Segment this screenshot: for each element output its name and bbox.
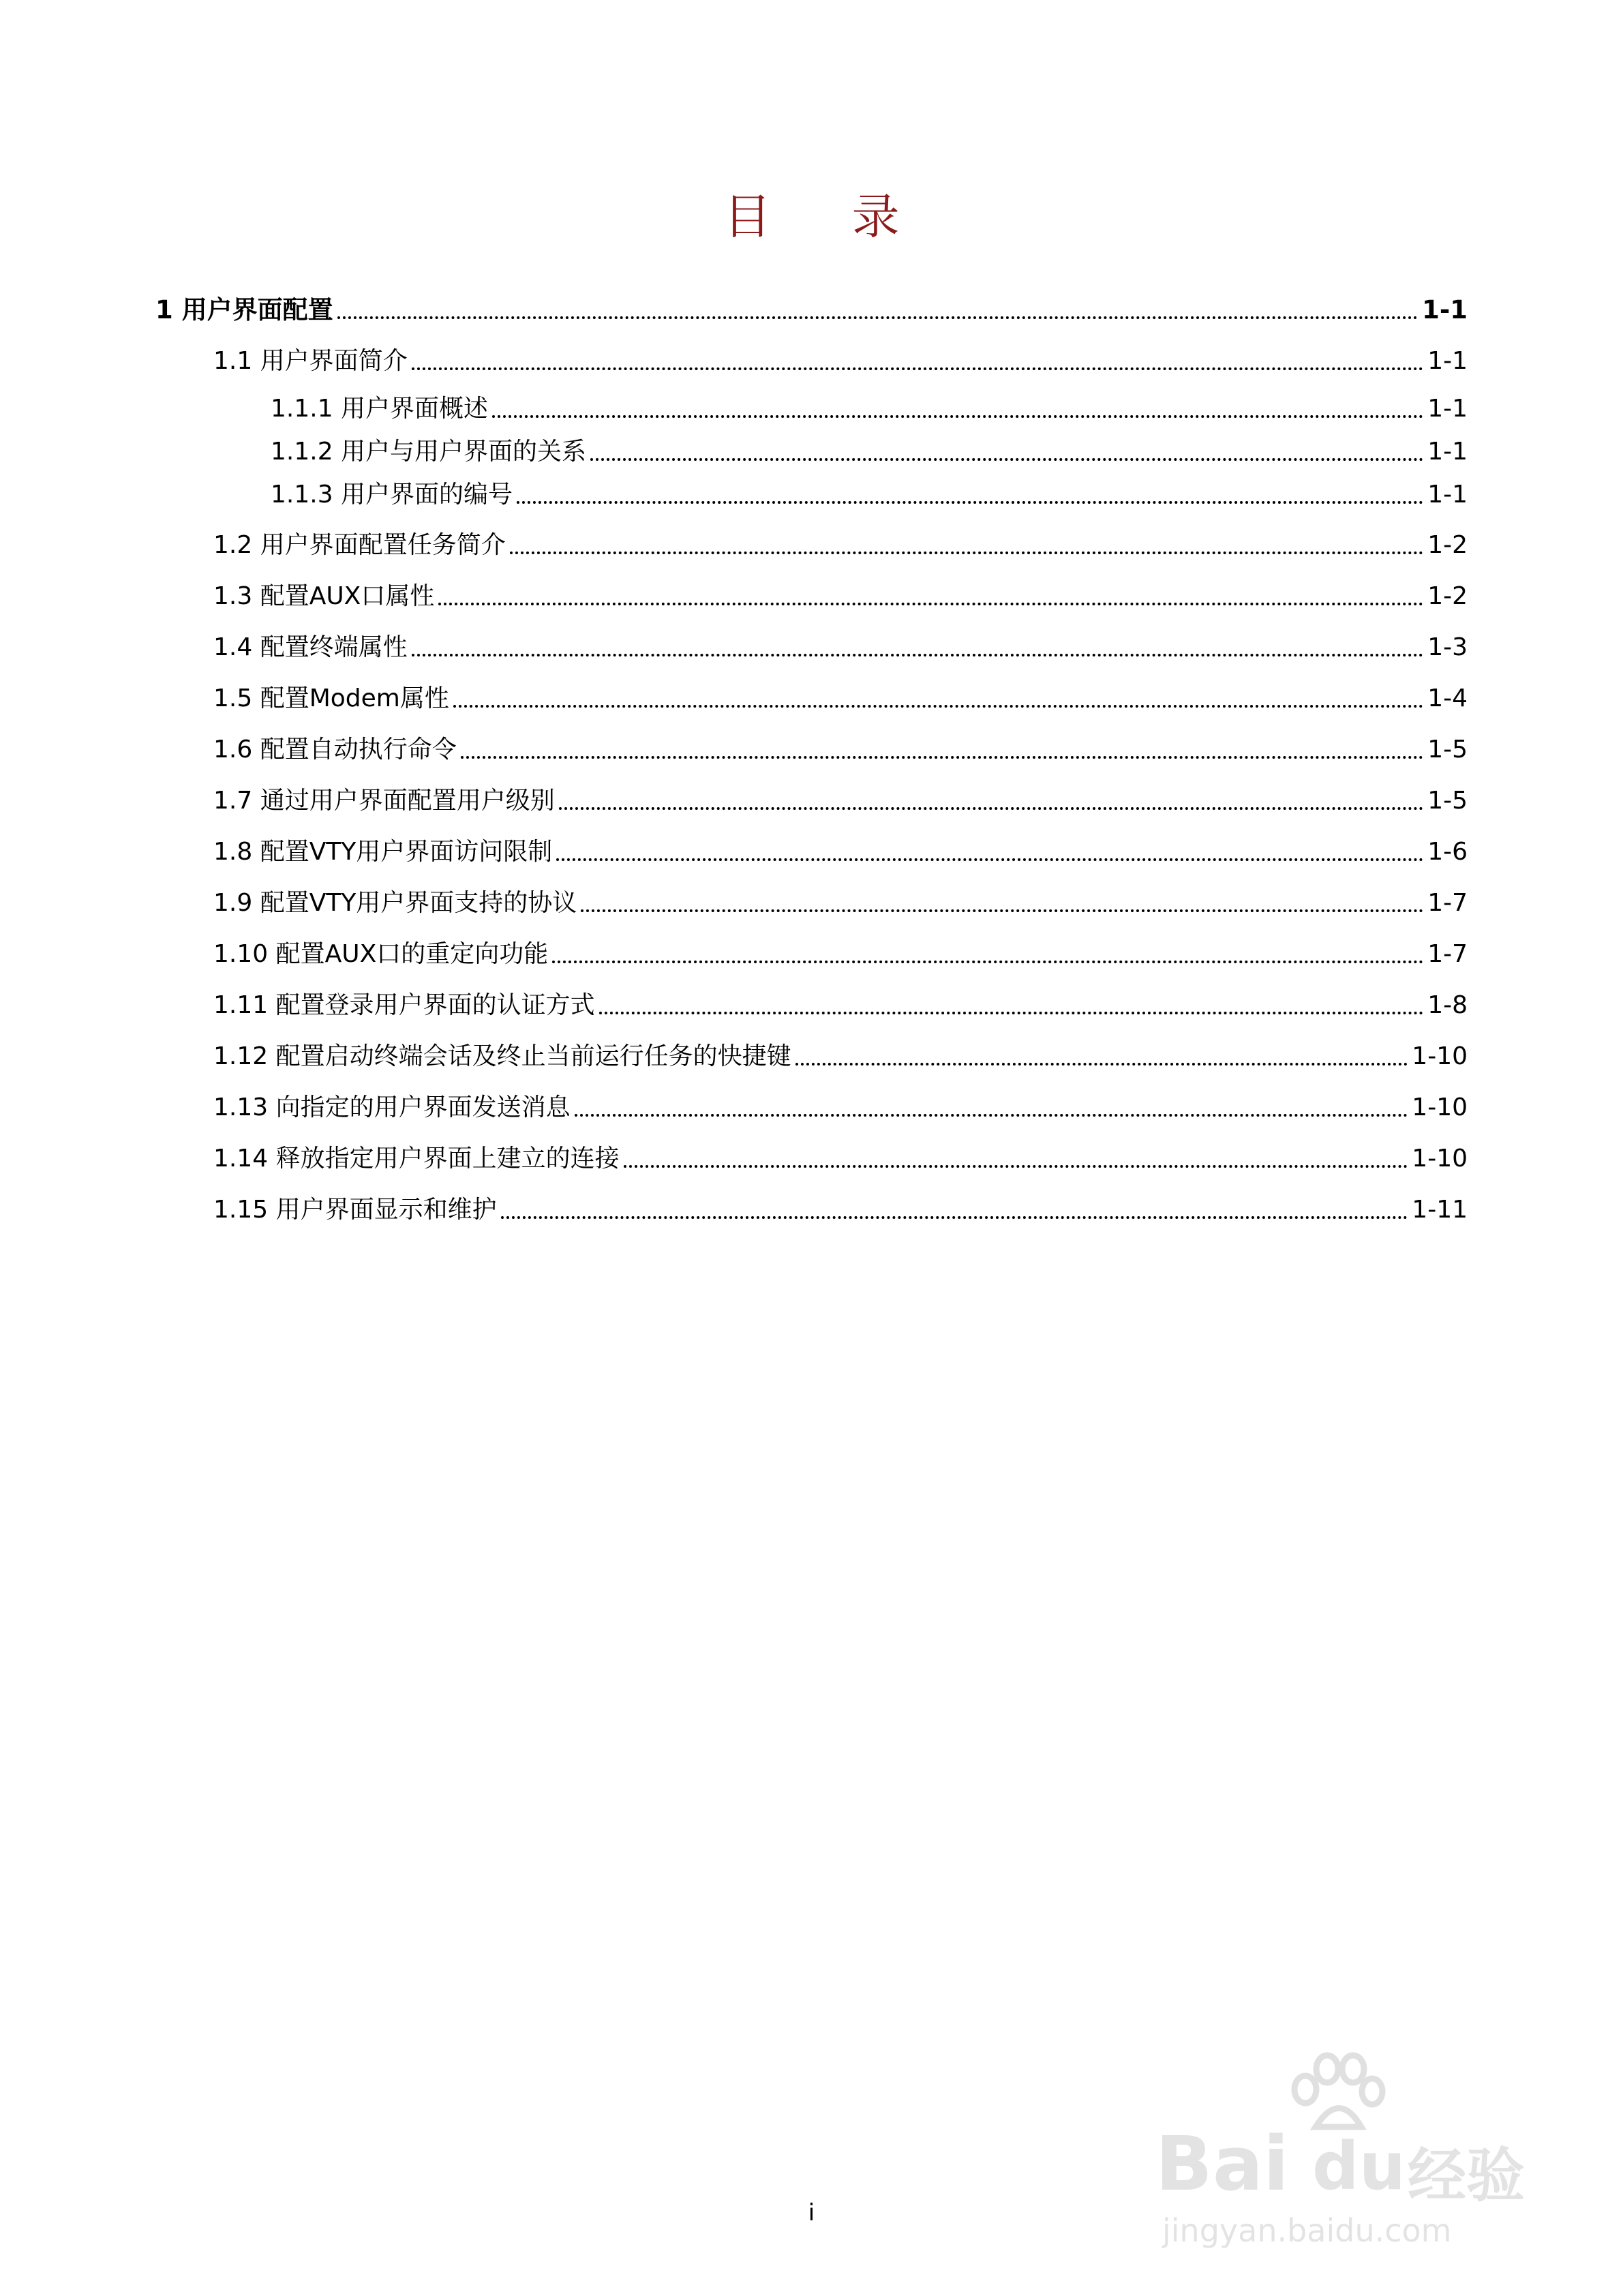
toc-entry[interactable]: [155, 293, 1468, 327]
toc-entry[interactable]: [213, 835, 1468, 869]
toc-leader-dots: [556, 858, 1423, 861]
toc-entry-title: 1.14 释放指定用户界面上建立的连接: [213, 1145, 620, 1173]
toc-entry[interactable]: [213, 1040, 1468, 1074]
toc-entry[interactable]: [213, 579, 1468, 614]
toc-entry-page: 1-4: [1427, 684, 1468, 712]
toc-entry-page: 1-10: [1412, 1042, 1468, 1070]
toc-entry-page: 1-6: [1427, 838, 1468, 866]
toc-entry-page: 1-8: [1427, 991, 1468, 1019]
toc-entry-page: 1-10: [1412, 1093, 1468, 1121]
baidu-jingyan-watermark: [1155, 2052, 1537, 2256]
toc-entry-page: 1-1: [1427, 481, 1468, 509]
toc-leader-dots: [453, 705, 1423, 708]
toc-leader-dots: [552, 961, 1423, 963]
toc-leader-dots: [795, 1063, 1408, 1066]
toc-entry[interactable]: [213, 784, 1468, 818]
toc-entry-title: 1.8 配置VTY用户界面访问限制: [213, 838, 553, 866]
toc-entry[interactable]: [213, 528, 1468, 562]
toc-entry-page: 1-11: [1412, 1196, 1468, 1224]
page-number: i: [808, 2199, 815, 2226]
toc-entry-page: 1-3: [1427, 633, 1468, 661]
toc-entry-page: 1-10: [1412, 1145, 1468, 1173]
toc-entry[interactable]: [271, 392, 1468, 426]
toc-leader-dots: [599, 1012, 1424, 1014]
toc-leader-dots: [624, 1165, 1408, 1168]
toc-entry-title: 1.2 用户界面配置任务简介: [213, 531, 506, 559]
toc-leader-dots: [412, 654, 1423, 656]
toc-entry-title: 1.15 用户界面显示和维护: [213, 1196, 497, 1224]
toc-entry-page: 1-2: [1427, 531, 1468, 559]
toc-leader-dots: [559, 807, 1423, 810]
toc-entry-page: 1-5: [1427, 787, 1468, 815]
toc-entry[interactable]: [271, 478, 1468, 512]
toc-entry[interactable]: [213, 886, 1468, 920]
page-title: 目 录: [723, 189, 932, 245]
toc-entry-title: 1.1 用户界面简介: [213, 347, 408, 375]
watermark-url: jingyan.baidu.com: [1162, 2212, 1452, 2249]
toc-leader-dots: [412, 367, 1423, 370]
toc-entry[interactable]: [213, 1193, 1468, 1227]
toc-leader-dots: [581, 909, 1423, 912]
toc-entry-title: 1.1.3 用户界面的编号: [271, 481, 513, 509]
watermark-brand: Bai: [1155, 2120, 1289, 2207]
toc-leader-dots: [438, 603, 1423, 605]
toc-leader-dots: [517, 501, 1423, 504]
toc-entry[interactable]: [213, 344, 1468, 378]
toc-entry-title: 1.12 配置启动终端会话及终止当前运行任务的快捷键: [213, 1042, 791, 1070]
toc-leader-dots: [575, 1114, 1408, 1117]
toc-entry-title: 1.11 配置登录用户界面的认证方式: [213, 991, 595, 1019]
paw-icon: [1285, 2052, 1387, 2134]
toc-entry-title: 1.5 配置Modem属性: [213, 684, 449, 712]
toc-entry-title: 1.10 配置AUX口的重定向功能: [213, 940, 549, 968]
toc-leader-dots: [461, 756, 1423, 759]
toc-entry-page: 1-7: [1427, 940, 1468, 968]
toc-leader-dots: [492, 415, 1423, 418]
toc-entry[interactable]: [213, 1091, 1468, 1125]
toc-leader-dots: [590, 458, 1423, 461]
toc-entry-page: 1-1: [1427, 438, 1468, 466]
toc-entry[interactable]: [213, 733, 1468, 767]
toc-entry[interactable]: [213, 988, 1468, 1023]
toc-leader-dots: [501, 1216, 1408, 1219]
watermark-brand-suffix: du: [1312, 2128, 1406, 2205]
toc-entry-page: 1-1: [1427, 347, 1468, 375]
toc-entry-title: 1.1.2 用户与用户界面的关系: [271, 438, 587, 466]
toc-entry[interactable]: [213, 937, 1468, 971]
toc-entry[interactable]: [213, 631, 1468, 665]
toc-entry-page: 1-2: [1427, 582, 1468, 610]
toc-entry[interactable]: [213, 682, 1468, 716]
toc-entry-title: 1.1.1 用户界面概述: [271, 395, 489, 423]
toc-entry-title: 1.13 向指定的用户界面发送消息: [213, 1093, 571, 1121]
toc-entry-page: 1-1: [1422, 295, 1468, 324]
toc-entry[interactable]: [213, 1142, 1468, 1176]
toc-leader-dots: [337, 316, 1419, 319]
toc-entry-title: 1.6 配置自动执行命令: [213, 736, 457, 764]
toc-entry[interactable]: [271, 435, 1468, 469]
toc-entry-page: 1-1: [1427, 395, 1468, 423]
toc-entry-title: 1.3 配置AUX口属性: [213, 582, 435, 610]
toc-entry-title: 1 用户界面配置: [155, 295, 333, 324]
toc-entry-page: 1-7: [1427, 889, 1468, 917]
toc-entry-title: 1.4 配置终端属性: [213, 633, 408, 661]
watermark-label: 经验: [1408, 2142, 1525, 2210]
toc-entry-title: 1.7 通过用户界面配置用户级别: [213, 787, 555, 815]
toc-leader-dots: [510, 552, 1423, 554]
toc-entry-title: 1.9 配置VTY用户界面支持的协议: [213, 889, 577, 917]
toc-entry-page: 1-5: [1427, 736, 1468, 764]
